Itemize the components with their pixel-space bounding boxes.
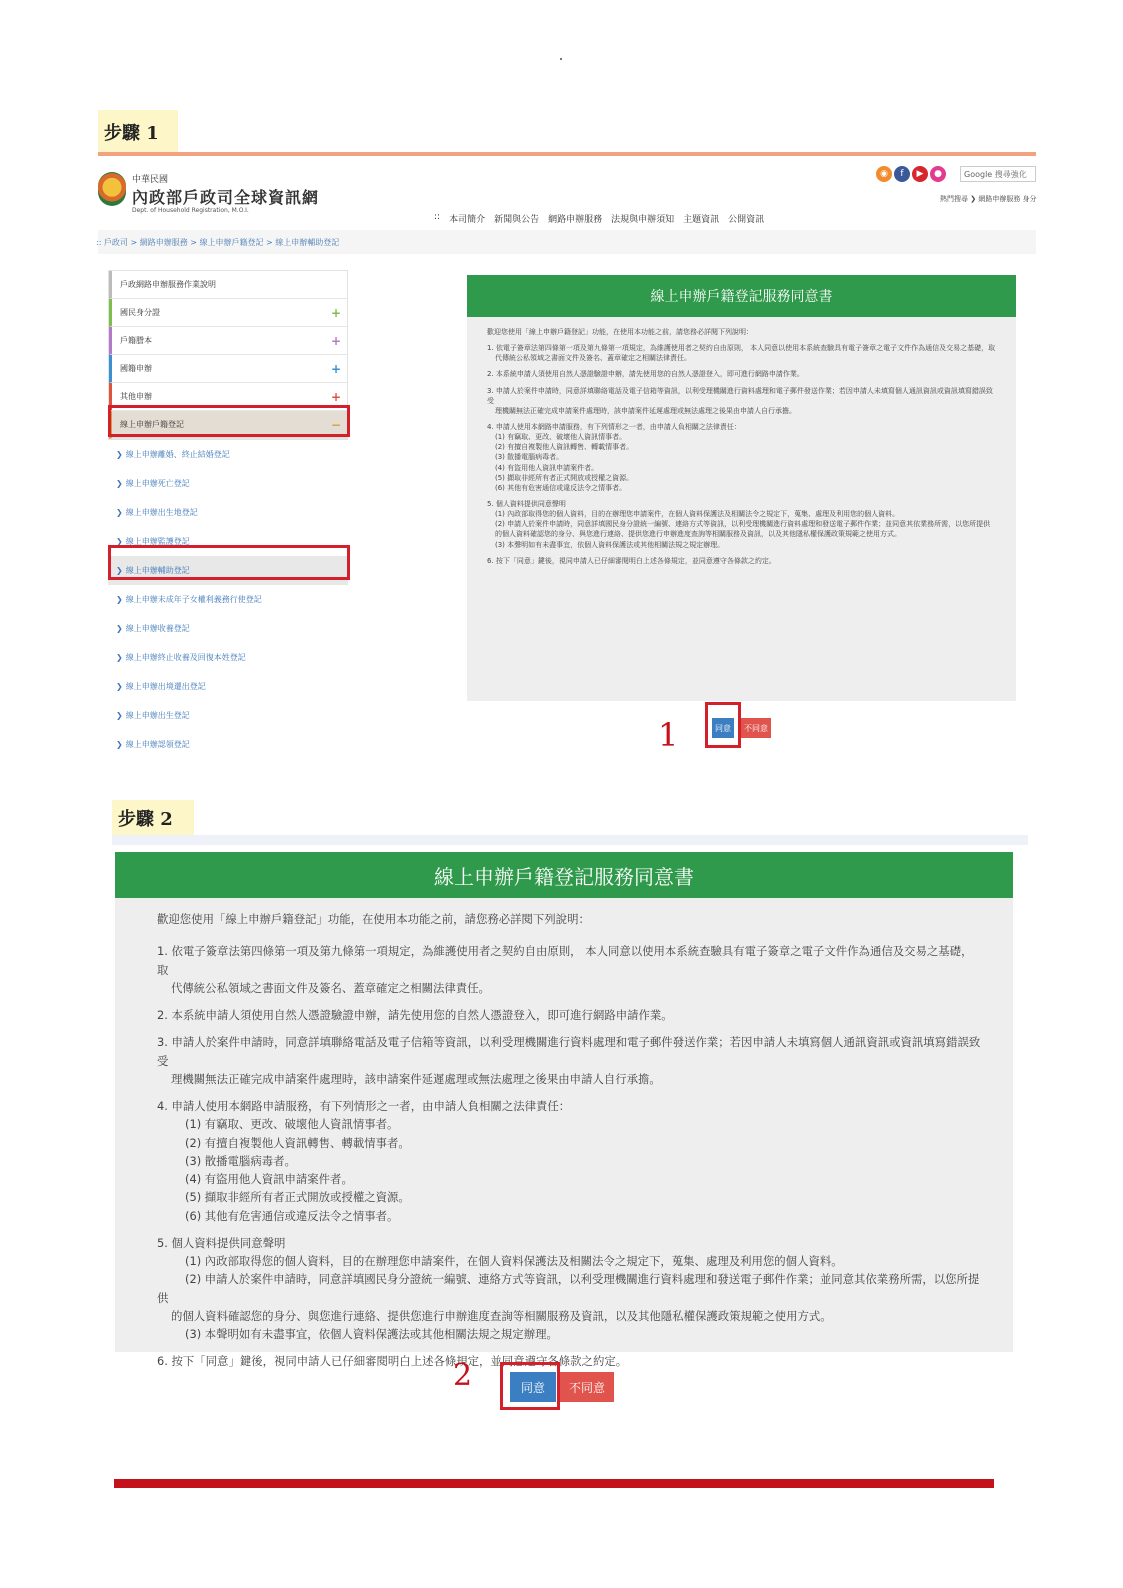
highlight-box	[705, 702, 741, 748]
consent-panel-small	[467, 275, 1016, 701]
sidebar-sublink-label: 線上申辦離婚、終止結婚登記	[125, 450, 230, 459]
sidebar-sublink[interactable]	[108, 643, 348, 672]
site-name[interactable]: 內政部戶政司全球資訊網	[132, 188, 320, 207]
youtube-icon[interactable]: ▶	[912, 166, 928, 182]
sidebar-sublink[interactable]	[108, 469, 348, 498]
consent-subitem: (1) 有竊取、更改、破壞他人資訊情事者。	[495, 433, 627, 442]
sidebar-sublink-label: 線上申辦出生登記	[125, 711, 190, 720]
consent-clause-text: 5. 個人資料提供同意聲明	[157, 1235, 286, 1250]
consent-clause	[487, 499, 996, 550]
consent-clause-text: 代傳統公私領域之書面文件及簽名、蓋章確定之相關法律責任。	[171, 980, 490, 995]
disagree-button[interactable]: 不同意	[560, 1372, 614, 1402]
breadcrumb[interactable]: :: 戶政司 > 網路申辦服務 > 線上申辦戶籍登記 > 線上申辦輔助登記	[96, 238, 340, 247]
consent-subitem: (5) 擷取非經所有者正式開放或授權之資源。	[185, 1190, 410, 1205]
top-strip	[112, 835, 1028, 845]
consent-clause	[157, 1097, 983, 1225]
chevron-right-icon: ❯	[116, 624, 123, 633]
consent-clause-text: 理機關無法正確完成申請案件處理時，該申請案件延遲處理或無法處理之後果由申請人自行承擔。	[171, 1071, 661, 1086]
consent-clause: 2. 本系統申請人須使用自然人憑證驗證申辦，請先使用您的自然人憑證登入，即可進行網路申請作業。	[487, 370, 804, 379]
consent-subitem: (1) 內政部取得您的個人資料，目的在辦理您申請案件，在個人資料保護法及相關法令之規定下，蒐集、處理及利用您的個人資料。	[495, 510, 900, 519]
consent-body	[115, 898, 1013, 1371]
sidebar-item-label: 國民身分證	[120, 308, 160, 317]
step-2-screenshot	[112, 835, 1028, 1415]
facebook-icon[interactable]: f	[894, 166, 910, 182]
main-nav-item[interactable]: 主題資訊	[683, 215, 720, 225]
main-nav-marker: ::	[434, 212, 441, 222]
consent-clause-text: 5. 個人資料提供同意聲明	[487, 499, 566, 508]
consent-subitem: (6) 其他有危害通信或違反法令之情事者。	[185, 1208, 399, 1223]
consent-panel-large	[115, 852, 1013, 1369]
consent-clause	[487, 386, 996, 416]
breadcrumb-bar	[98, 230, 1036, 254]
step-2-label: 步驟 2	[112, 800, 194, 836]
main-nav-item[interactable]: 公開資訊	[728, 215, 765, 225]
consent-clause	[157, 1033, 983, 1088]
expand-icon: +	[330, 333, 341, 348]
consent-subitem: (4) 有盜用他人資訊申請案件者。	[495, 463, 599, 472]
agree-button[interactable]: 同意	[510, 1372, 556, 1402]
consent-subitem: (2) 申請人於案件申請時，同意詳填國民身分證統一編號、連絡方式等資訊，以利受理機關進行資料處理和發送電子郵件作業；並同意其依業務所需，以您所提供	[157, 1272, 980, 1305]
consent-subitem: (2) 申請人於案件申請時，同意詳填國民身分證統一編號、連絡方式等資訊，以利受理機關進行資料處理和發送電子郵件作業；並同意其依業務所需，以您所提供	[495, 520, 991, 529]
step-marker-2: 2	[453, 1358, 473, 1393]
consent-subitem: (5) 擷取非經所有者正式開放或授權之資源。	[495, 473, 634, 482]
sidebar-sublink-label: 線上申辦輔助登記	[125, 566, 190, 575]
sidebar-sublink-label: 線上申辦出境遷出登記	[125, 682, 206, 691]
site-english-name: Dept. of Household Registration, M.O.I.	[132, 207, 249, 214]
chevron-right-icon: ❯	[116, 682, 123, 691]
sidebar-sublink[interactable]	[108, 498, 348, 527]
chevron-right-icon: ❯	[116, 508, 123, 517]
consent-clause-text: 代傳統公私領域之書面文件及簽名、蓋章確定之相關法律責任。	[495, 354, 691, 363]
consent-clause	[157, 942, 983, 997]
sidebar-sublink[interactable]	[108, 730, 348, 759]
sidebar-item[interactable]	[109, 271, 347, 299]
main-nav-item[interactable]: 網路申辦服務	[548, 215, 603, 225]
expand-icon: +	[330, 305, 341, 320]
chevron-right-icon: ❯	[116, 537, 123, 546]
sidebar-sublink-label: 線上申辦終止收養及回復本姓登記	[125, 653, 246, 662]
step-1-label: 步驟 1	[98, 110, 178, 154]
page-dot	[560, 58, 562, 60]
consent-clause	[157, 1234, 983, 1344]
footer-bar	[114, 1479, 994, 1488]
sidebar-item[interactable]	[109, 327, 347, 355]
sidebar-sublink[interactable]	[108, 440, 348, 469]
step-1-screenshot	[98, 152, 1036, 764]
rss-icon[interactable]: ◉	[876, 166, 892, 182]
main-nav-item[interactable]: 法規與申辦須知	[611, 215, 675, 225]
consent-subitem: (3) 本聲明如有未盡事宜，依個人資料保護法或其他相關法規之規定辦理。	[495, 540, 725, 549]
consent-subitem: (3) 散播電腦病毒者。	[185, 1153, 296, 1168]
main-nav	[434, 212, 764, 225]
consent-subitem: (4) 有盜用他人資訊申請案件者。	[185, 1172, 353, 1186]
chevron-right-icon: ❯	[116, 479, 123, 488]
sidebar-item-label: 戶政網路申辦服務作業說明	[120, 280, 216, 289]
sidebar-item-label: 線上申辦戶籍登記	[120, 420, 184, 429]
consent-clause-text: 1. 依電子簽章法第四條第一項及第九條第一項規定，為維護使用者之契約自由原則， 本人同意以使用本系統查驗具有電子簽章之電子文件作為通信及交易之基礎，取	[487, 344, 996, 353]
consent-clause: 2. 本系統申請人須使用自然人憑證驗證申辦，請先使用您的自然人憑證登入，即可進行網路申請作業。	[157, 1008, 673, 1022]
sidebar-sublink-label: 線上申辦出生地登記	[125, 508, 198, 517]
site-header	[98, 156, 1036, 228]
sidebar-item[interactable]	[109, 299, 347, 327]
consent-clause-text: 3. 申請人於案件申請時，同意詳填聯絡電話及電子信箱等資訊，以利受理機關進行資料處理和電子郵件發送作業；若因申請人未填寫個人通訊資訊或資訊填寫錯誤致受	[157, 1035, 981, 1068]
consent-subitem: (2) 有擅自複製他人資訊轉售、轉載情事者。	[185, 1135, 410, 1150]
consent-subitem: 的個人資料確認您的身分、與您進行連絡、提供您進行申辦進度查詢等相關服務及資訊，以及其他隱私權保護政策規範之使用方式。	[171, 1308, 832, 1323]
consent-clause: 6. 按下「同意」鍵後，視同申請人已仔細審閱明白上述各條規定，並同意遵守各條款之約定。	[487, 556, 776, 565]
consent-subitem: (1) 內政部取得您的個人資料，目的在辦理您申請案件，在個人資料保護法及相關法令之規定下，蒐集、處理及利用您的個人資料。	[185, 1254, 843, 1268]
sidebar-sublink-label: 線上申辦收養登記	[125, 624, 190, 633]
chevron-right-icon: ❯	[116, 450, 123, 459]
consent-clause-text: 4. 申請人使用本網路申請服務，有下列情形之一者，由申請人負相關之法律責任：	[157, 1099, 571, 1113]
chevron-right-icon: ❯	[116, 595, 123, 604]
consent-intro: 歡迎您使用「線上申辦戶籍登記」功能，在使用本功能之前，請您務必詳閱下列說明：	[157, 912, 590, 926]
sidebar-sublink-label: 線上申辦未成年子女權利義務行使登記	[125, 595, 262, 604]
consent-body	[467, 317, 1016, 566]
consent-subitem: (2) 有擅自複製他人資訊轉售、轉載情事者。	[495, 443, 634, 452]
consent-clause	[487, 343, 996, 363]
google-search-box[interactable]: Google 搜尋強化	[960, 166, 1036, 182]
consent-clause-text: 3. 申請人於案件申請時，同意詳填聯絡電話及電子信箱等資訊，以利受理機關進行資料處理和電子郵件發送作業；若因申請人未填寫個人通訊資訊或資訊填寫錯誤致受	[487, 386, 993, 405]
highlight-box	[500, 1362, 560, 1410]
consent-subitem: (1) 有竊取、更改、破壞他人資訊情事者。	[185, 1117, 399, 1132]
main-nav-item[interactable]: 新聞與公告	[494, 215, 540, 225]
flickr-icon[interactable]: ●	[930, 166, 946, 182]
sidebar-sublink-label: 線上申辦認領登記	[125, 740, 190, 749]
sidebar-item[interactable]	[109, 355, 347, 383]
sidebar-sublink-label: 線上申辦監護登記	[125, 537, 190, 546]
hot-search-nav[interactable]: 熱門搜尋 ❯ 網路申辦服務 身分	[940, 195, 1037, 203]
sidebar	[108, 270, 348, 759]
consent-clause-text: 1. 依電子簽章法第四條第一項及第九條第一項規定，為維護使用者之契約自由原則， 本人同意以使用本系統查驗具有電子簽章之電子文件作為通信及交易之基礎，取	[157, 944, 973, 977]
consent-clause	[487, 422, 996, 493]
consent-subitem: (3) 散播電腦病毒者。	[495, 453, 564, 462]
sidebar-item-label: 戶籍謄本	[120, 336, 152, 345]
moi-emblem-icon	[98, 172, 126, 206]
consent-subitem: 的個人資料確認您的身分、與您進行連絡、提供您進行申辦進度查詢等相關服務及資訊，以及其他隱私權保護政策規範之使用方式。	[495, 530, 901, 539]
disagree-button[interactable]: 不同意	[741, 718, 771, 738]
consent-clause-text: 理機關無法正確完成申請案件處理時，該申請案件延遲處理或無法處理之後果由申請人自行承擔。	[495, 406, 796, 415]
chevron-right-icon: ❯	[116, 711, 123, 720]
sidebar-sublink[interactable]	[108, 585, 348, 614]
consent-clause: 6. 按下「同意」鍵後，視同申請人已仔細審閱明白上述各條規定，並同意遵守各條款之約定。	[157, 1354, 628, 1369]
consent-subitem: (6) 其他有危害通信或違反法令之情事者。	[495, 483, 627, 492]
sidebar-sublink[interactable]	[108, 701, 348, 730]
consent-intro: 歡迎您使用「線上申辦戶籍登記」功能，在使用本功能之前，請您務必詳閱下列說明：	[487, 328, 753, 336]
chevron-right-icon: ❯	[116, 566, 123, 575]
agree-button[interactable]: 同意	[712, 718, 734, 738]
consent-subitem: (3) 本聲明如有未盡事宜，依個人資料保護法或其他相關法規之規定辦理。	[185, 1327, 558, 1341]
chevron-right-icon: ❯	[116, 740, 123, 749]
main-nav-item[interactable]: 本司簡介	[449, 215, 486, 225]
expand-icon: +	[330, 389, 341, 404]
step-marker-1: 1	[658, 716, 679, 754]
sidebar-sublink-label: 線上申辦死亡登記	[125, 479, 190, 488]
highlight-box	[108, 405, 350, 437]
consent-title: 線上申辦戶籍登記服務同意書	[467, 275, 1016, 317]
expand-icon: +	[330, 361, 341, 376]
consent-title: 線上申辦戶籍登記服務同意書	[115, 852, 1013, 898]
collapse-icon: −	[330, 417, 341, 432]
consent-clause-text: 4. 申請人使用本網路申請服務，有下列情形之一者，由申請人負相關之法律責任：	[487, 422, 741, 431]
chevron-right-icon: ❯	[116, 653, 123, 662]
highlight-box	[108, 545, 350, 580]
sidebar-item-label: 其他申辦	[120, 392, 152, 401]
sidebar-sublink[interactable]	[108, 672, 348, 701]
sidebar-sublink[interactable]	[108, 614, 348, 643]
sidebar-item-label: 國籍申辦	[120, 364, 152, 373]
site-roc: 中華民國	[132, 175, 169, 185]
